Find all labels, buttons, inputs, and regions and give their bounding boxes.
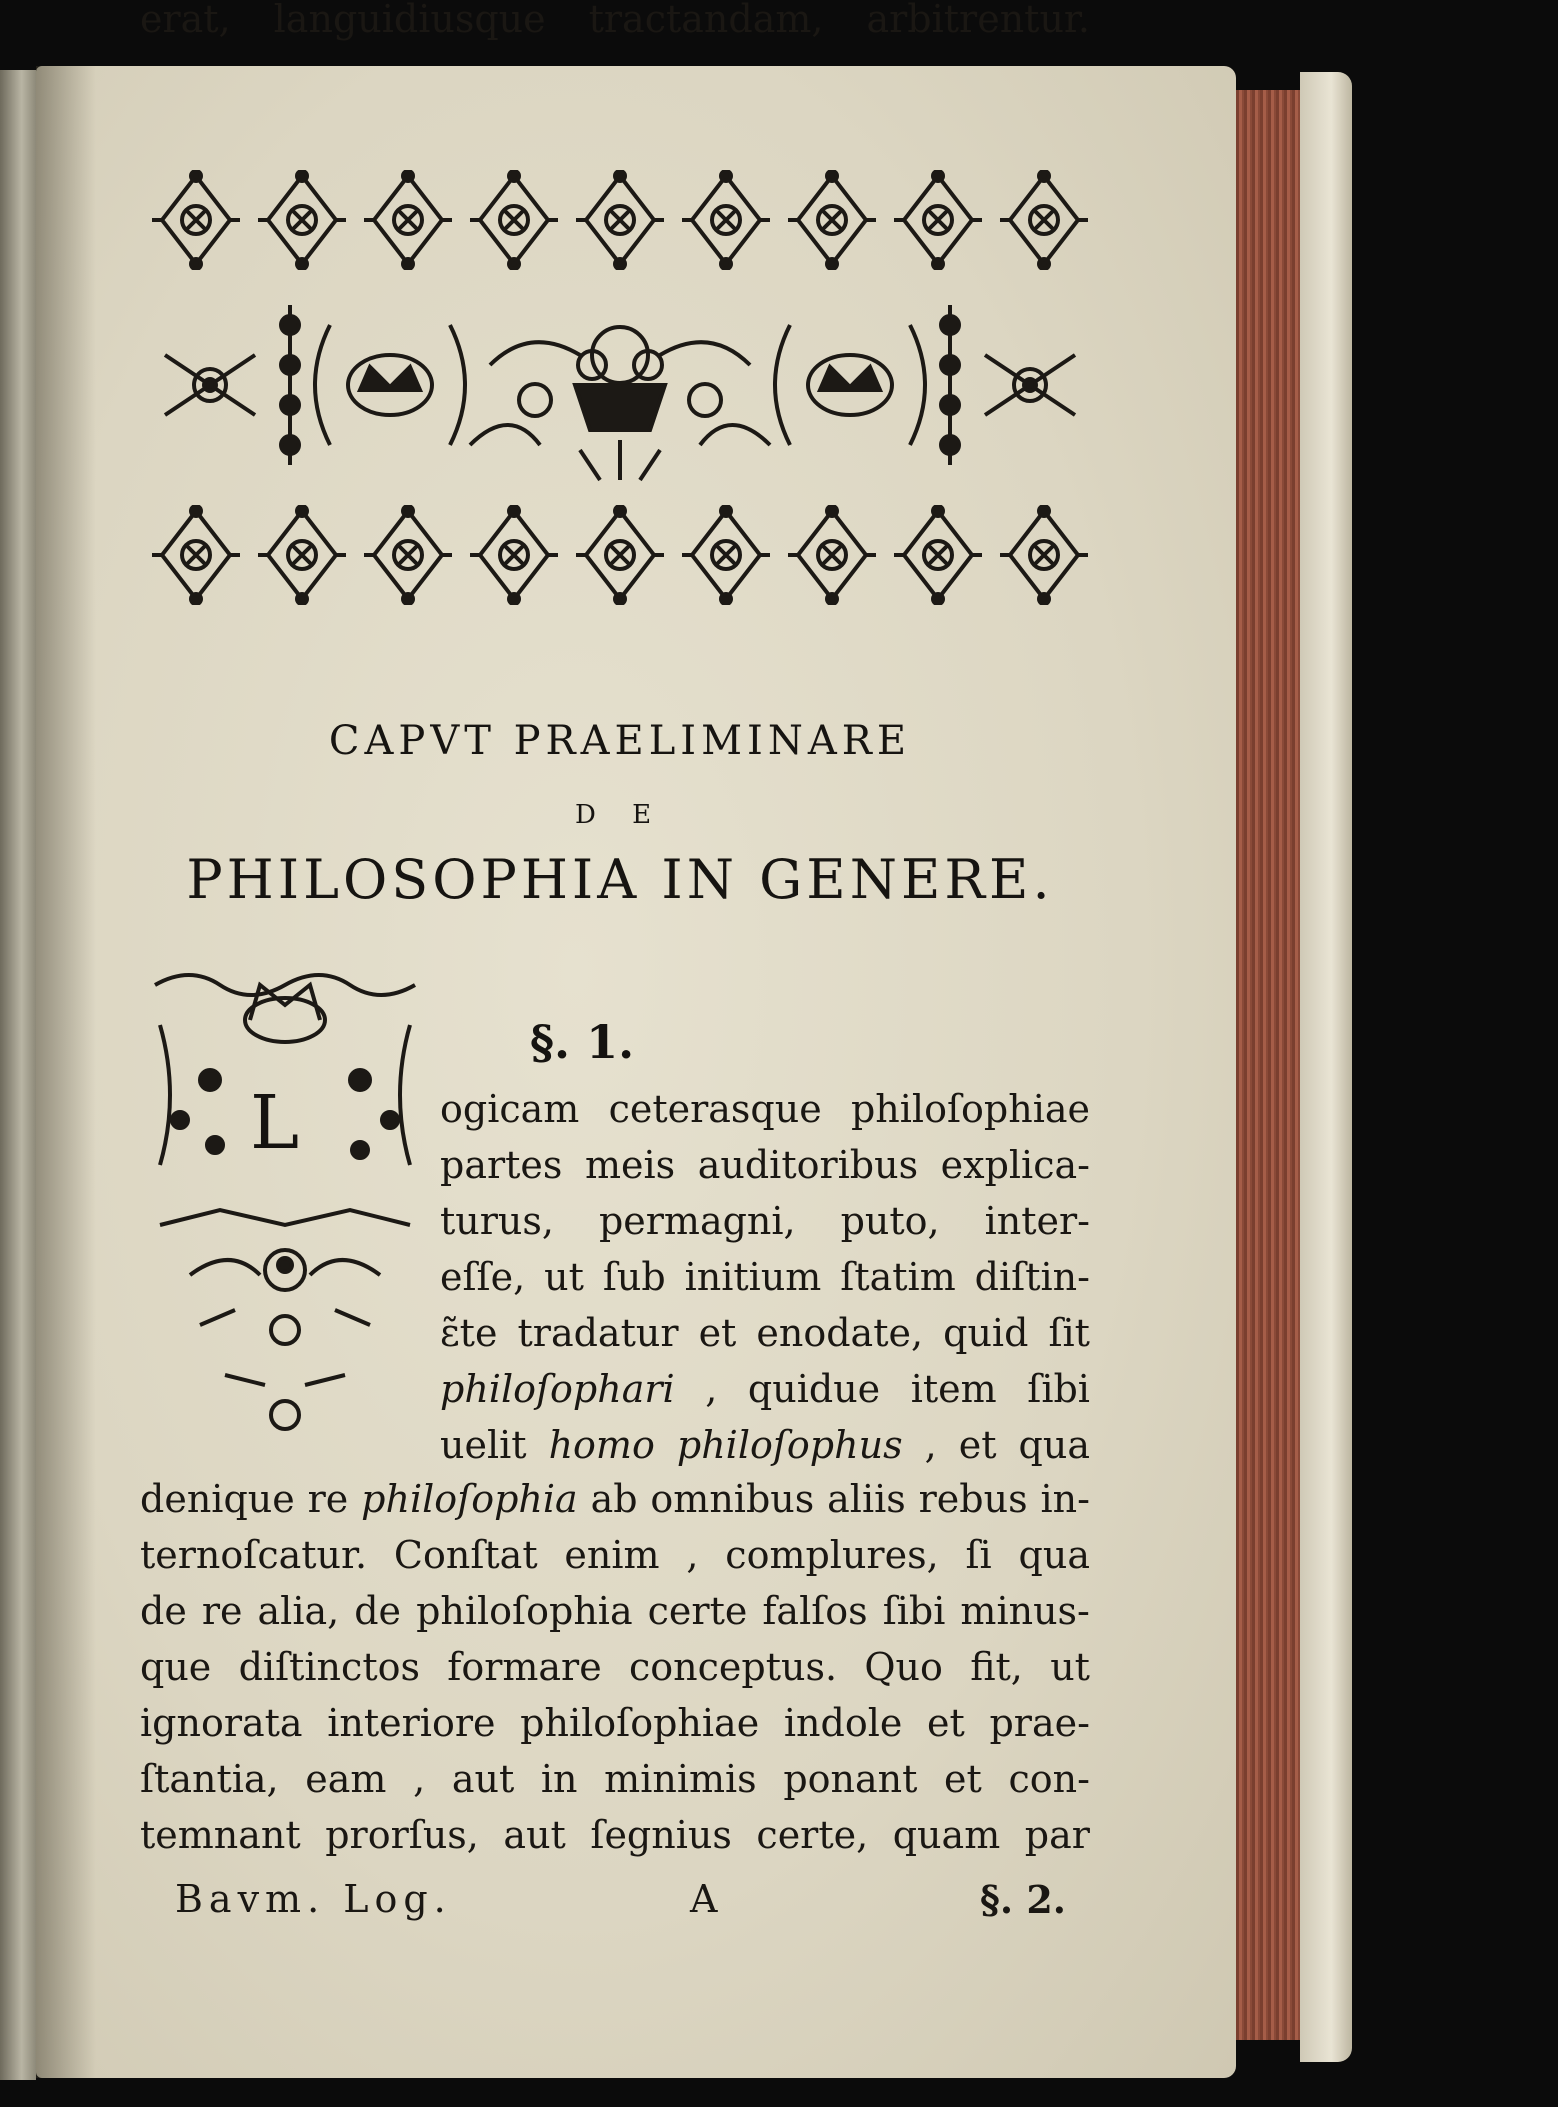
word: ɛ̃te (440, 1311, 498, 1355)
word: temnant (140, 1813, 301, 1857)
vase-stem-icon (941, 305, 959, 465)
word: ſibi (882, 1589, 946, 1633)
word: turus, (440, 1199, 554, 1243)
word: ſub (602, 1255, 666, 1299)
word: Conſtat (393, 1533, 538, 1577)
fleuron-icon (150, 505, 242, 605)
word: item (910, 1367, 997, 1411)
word: enodate, (756, 1311, 924, 1355)
word: aut (451, 1757, 515, 1801)
word: et (944, 1757, 982, 1801)
word: ſit (1048, 1311, 1090, 1355)
fleuron-icon (256, 170, 348, 270)
word: philoſophia (361, 1477, 578, 1521)
text-line (140, 1477, 1090, 1521)
word: , (413, 1757, 426, 1801)
word: inter- (984, 1199, 1090, 1243)
word: complures, (725, 1533, 939, 1577)
text-line (440, 1311, 1090, 1355)
word: de (354, 1589, 402, 1633)
word: Quo (864, 1645, 943, 1689)
fleuron-icon (256, 505, 348, 605)
word: que (140, 1645, 212, 1689)
word: qua (1018, 1533, 1090, 1577)
fleuron-icon (468, 505, 560, 605)
word: quam (892, 1813, 1001, 1857)
page-fore-edge (1236, 90, 1300, 2040)
fleuron-icon (786, 170, 878, 270)
word: ut (544, 1255, 584, 1299)
fleuron-icon (786, 505, 878, 605)
word: ignorata (140, 1701, 303, 1745)
text-line (140, 1533, 1090, 1577)
word: re (307, 1477, 349, 1521)
text-line (440, 1255, 1090, 1299)
gathering-mark: A (690, 1877, 718, 1921)
word: homo (548, 1423, 655, 1467)
word: tractandam, (588, 0, 824, 41)
word: philoſophiae (520, 1701, 760, 1745)
crown-icon (245, 985, 325, 1042)
word: certe, (756, 1813, 869, 1857)
text-line (140, 1589, 1090, 1633)
word: prae- (989, 1701, 1090, 1745)
word: ogicam (440, 1087, 580, 1131)
fleuron-icon (574, 505, 666, 605)
word: re (201, 1589, 243, 1633)
word: alia, (257, 1589, 340, 1633)
fleuron-icon (362, 170, 454, 270)
word: arbitrentur. (866, 0, 1090, 41)
word: denique (140, 1477, 295, 1521)
chapter-subject: PHILOSOPHIA IN GENERE. (186, 848, 1054, 911)
word: eſſe, (440, 1255, 526, 1299)
word: initium (684, 1255, 822, 1299)
word: certe (647, 1589, 748, 1633)
text-line (440, 1367, 1090, 1411)
word: quidue (747, 1367, 881, 1411)
word: , (686, 1533, 699, 1577)
cross-ornament-icon (985, 355, 1075, 415)
fleuron-icon (998, 505, 1090, 605)
word: philoſophari (440, 1367, 675, 1411)
initial-letter: L (250, 1080, 300, 1166)
word: explica- (940, 1143, 1090, 1187)
word: auditoribus (697, 1143, 919, 1187)
ornament-row-bottom (150, 505, 1090, 605)
chapter-title: CAPVT PRAELIMINARE (328, 718, 912, 764)
word: permagni, (598, 1199, 796, 1243)
word: ponant (783, 1757, 918, 1801)
fleuron-icon (892, 505, 984, 605)
word: aut (503, 1813, 566, 1857)
fleuron-icon (468, 170, 560, 270)
word: , (924, 1423, 937, 1467)
fleuron-icon (680, 170, 772, 270)
text-line (140, 1757, 1090, 1801)
word: indole (783, 1701, 903, 1745)
vase-stem-icon (281, 305, 299, 465)
word: interiore (327, 1701, 496, 1745)
ornament-row-top (150, 170, 1090, 270)
gutter-shadow (36, 66, 96, 2078)
decorated-initial-frame (150, 965, 420, 1435)
cross-ornament-icon (165, 355, 255, 415)
chapter-title-de: D E (574, 800, 666, 830)
facing-page-edge (0, 70, 36, 2080)
paragraph-number: §. 1. (530, 1015, 635, 1069)
word: eam (305, 1757, 387, 1801)
word: de (140, 1589, 187, 1633)
word: et (927, 1701, 965, 1745)
word: qua (1018, 1423, 1090, 1467)
word: et (698, 1311, 737, 1355)
crown-icon (775, 325, 925, 445)
text-line (440, 1423, 1090, 1467)
word: uelit (440, 1423, 527, 1467)
ornament-band-middle (150, 285, 1090, 485)
text-line (440, 1087, 1090, 1131)
word: ternoſcatur. (140, 1533, 368, 1577)
fleuron-icon (998, 170, 1090, 270)
word: rebus (918, 1477, 1028, 1521)
word: con- (1008, 1757, 1090, 1801)
word: et (958, 1423, 997, 1467)
word: meis (584, 1143, 676, 1187)
word: ceterasque (608, 1087, 822, 1131)
word: minimis (604, 1757, 757, 1801)
word: languidiusque (273, 0, 546, 41)
word: ab (590, 1477, 638, 1521)
word: partes (440, 1143, 563, 1187)
word: formare (447, 1645, 602, 1689)
word: philoſophus (676, 1423, 903, 1467)
book-cover-edge (1300, 72, 1352, 2062)
fleuron-icon (574, 170, 666, 270)
signature-line: Bavm. Log. (175, 1877, 452, 1921)
word: puto, (840, 1199, 940, 1243)
word: ſi (965, 1533, 992, 1577)
catchword: §. 2. (980, 1877, 1067, 1922)
word: minus- (960, 1589, 1090, 1633)
word: falſos (762, 1589, 868, 1633)
word: fit, (970, 1645, 1023, 1689)
background (1352, 60, 1558, 2107)
word: tradatur (517, 1311, 679, 1355)
word: ut (1050, 1645, 1090, 1689)
word: conceptus. (629, 1645, 838, 1689)
text-line (140, 1701, 1090, 1745)
word: prorſus, (325, 1813, 479, 1857)
fleuron-icon (680, 505, 772, 605)
word: ſtatim (840, 1255, 956, 1299)
word: , (705, 1367, 718, 1411)
text-line (140, 1645, 1090, 1689)
text-line (440, 1143, 1090, 1187)
word: par (1024, 1813, 1090, 1857)
text-line (140, 0, 1090, 41)
word: enim (564, 1533, 660, 1577)
word: philoſophiae (850, 1087, 1090, 1131)
flower-basket-icon (470, 327, 770, 480)
word: in (540, 1757, 578, 1801)
word: aliis (827, 1477, 906, 1521)
word: in- (1040, 1477, 1090, 1521)
word: ſegnius (590, 1813, 732, 1857)
text-line (440, 1199, 1090, 1243)
fleuron-icon (362, 505, 454, 605)
crown-icon (315, 325, 465, 445)
word: diſtin- (974, 1255, 1090, 1299)
fleuron-icon (892, 170, 984, 270)
fleuron-icon (150, 170, 242, 270)
word: quid (943, 1311, 1029, 1355)
text-line (140, 1813, 1090, 1857)
word: ſibi (1027, 1367, 1090, 1411)
word: diſtinctos (238, 1645, 420, 1689)
word: omnibus (650, 1477, 815, 1521)
word: philoſophia (416, 1589, 633, 1633)
word: erat, (140, 0, 231, 41)
word: ſtantia, (140, 1757, 279, 1801)
